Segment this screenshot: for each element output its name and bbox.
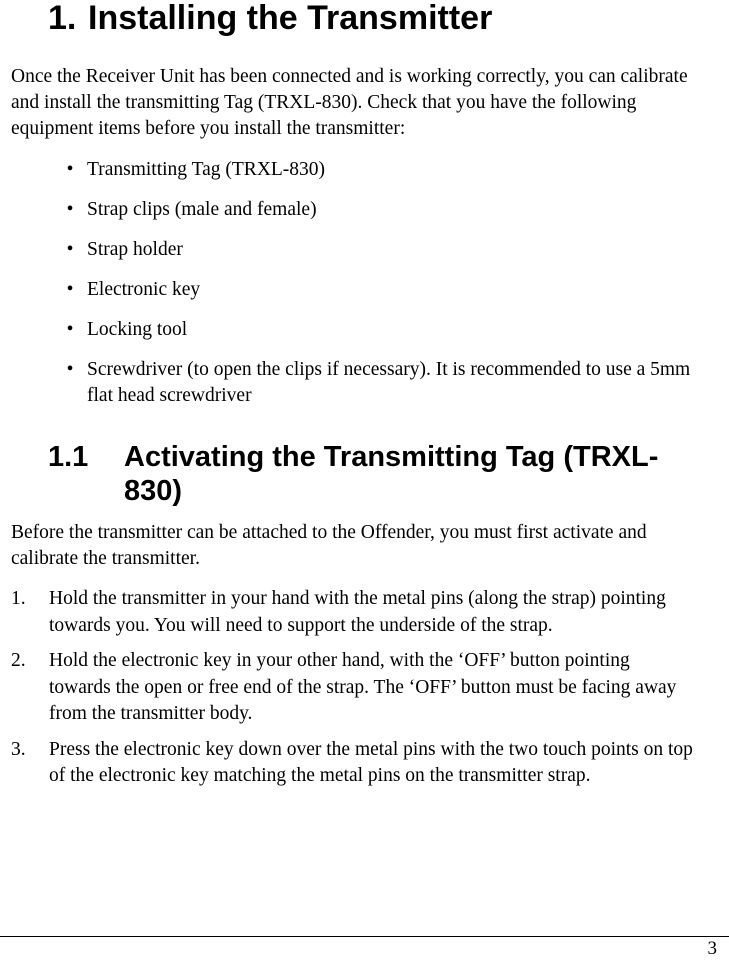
section-number: 1.1 <box>48 441 89 473</box>
bullet-icon: • <box>66 279 74 300</box>
bullet-icon: • <box>66 239 74 260</box>
section-intro-paragraph: Before the transmitter can be attached to the Offender, you must first activate and calibrate the transmitter. <box>11 522 647 569</box>
step-number: 3. <box>11 738 26 760</box>
list-item <box>0 157 697 183</box>
list-item-text: Screwdriver (to open the clips if necessary). It is recommended to use a 5mm flat head screwdriver <box>87 359 691 406</box>
list-item <box>0 197 697 223</box>
step-number: 1. <box>11 588 26 609</box>
intro-paragraph: Once the Receiver Unit has been connected and is working correctly, you can calibrate and install the transmitting Tag (TRXL-830). Check that you have the following equipment items before you install the transmitter: <box>11 66 688 139</box>
footer-divider <box>0 936 729 937</box>
page-number: 3 <box>707 938 717 959</box>
section-heading <box>48 440 684 508</box>
list-item-text: Strap holder <box>87 239 183 260</box>
list-item-text: Locking tool <box>87 319 188 340</box>
step-number: 2. <box>11 650 26 671</box>
list-item <box>0 317 697 343</box>
chapter-heading <box>48 0 492 38</box>
bullet-icon: • <box>66 159 74 180</box>
list-item <box>0 277 697 303</box>
bullet-icon: • <box>66 199 74 220</box>
list-item <box>0 648 694 728</box>
list-item-text: Transmitting Tag (TRXL-830) <box>87 159 326 180</box>
chapter-title: Installing the Transmitter <box>88 0 493 37</box>
chapter-number: 1. <box>48 0 77 37</box>
list-item <box>0 237 697 263</box>
section-title: Activating the Transmitting Tag (TRXL-830) <box>124 441 659 507</box>
list-item-text: Strap clips (male and female) <box>87 199 317 220</box>
bullet-icon: • <box>66 359 74 380</box>
step-text: Hold the transmitter in your hand with the metal pins (along the strap) pointing towards you. You will need to support the underside of the strap. <box>49 588 666 636</box>
list-item <box>0 586 694 639</box>
equipment-list <box>0 157 729 423</box>
steps-list <box>0 586 729 799</box>
list-item-text: Electronic key <box>87 279 201 300</box>
list-item <box>0 737 694 790</box>
step-text: Hold the electronic key in your other hand, with the ‘OFF’ button pointing towards the open or free end of the strap. The ‘OFF’ button must be facing away from the transmitter body. <box>49 650 677 724</box>
step-text: Press the electronic key down over the metal pins with the two touch points on top of the electronic key matching the metal pins on the transmitter strap. <box>49 738 693 786</box>
bullet-icon: • <box>66 319 74 340</box>
list-item <box>0 357 697 409</box>
